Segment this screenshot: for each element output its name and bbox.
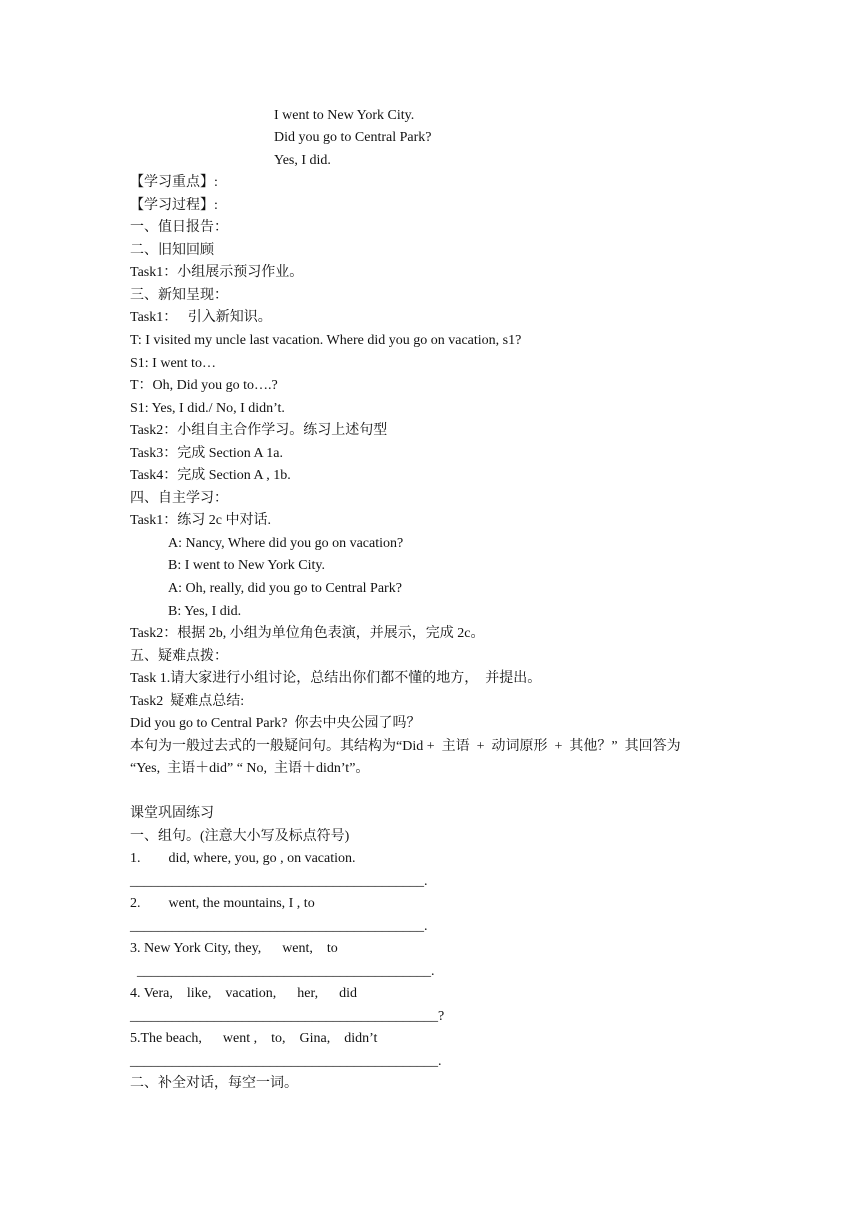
dialog-b-2: B: Yes, I did.	[168, 604, 242, 619]
student-line-2: S1: Yes, I did./ No, I didn’t.	[130, 401, 285, 416]
section-3: 三、新知呈现：	[130, 288, 228, 303]
exercise-1-blank: __________________________________________.	[130, 874, 428, 889]
exercise-5-words: 5.The beach, went , to, Gina, didn’t	[130, 1031, 378, 1046]
exercise-4-blank: ____________________________________________?	[130, 1009, 445, 1024]
section-3-task4: Task4：完成 Section A , 1b.	[130, 468, 291, 483]
exercise-2-blank: __________________________________________.	[130, 919, 428, 934]
intro-line-1: I went to New York City.	[274, 108, 415, 123]
exercise-4-words: 4. Vera, like, vacation, her, did	[130, 986, 358, 1001]
section-3-task3: Task3：完成 Section A 1a.	[130, 446, 284, 461]
teacher-line-2: T：Oh, Did you go to….?	[130, 378, 278, 393]
section-3-task1: Task1： 引入新知识。	[130, 310, 272, 325]
exercise-3-blank: __________________________________________.	[130, 964, 435, 979]
section-5: 五、疑难点拨：	[130, 649, 228, 664]
intro-line-3: Yes, I did.	[274, 153, 331, 168]
practice-title: 课堂巩固练习	[130, 806, 214, 821]
heading-process: 【学习过程】:	[130, 198, 218, 213]
student-line-1: S1: I went to…	[130, 356, 216, 371]
dialog-a-1: A: Nancy, Where did you go on vacation?	[168, 536, 404, 551]
explanation-line-1: 本句为一般过去式的一般疑问句。其结构为“Did + 主语 + 动词原形 + 其他？” 其回答为	[130, 739, 681, 754]
question-example: Did you go to Central Park? 你去中央公园了吗？	[130, 716, 421, 731]
section-5-task2: Task2 疑难点总结:	[130, 694, 245, 709]
dialog-a-2: A: Oh, really, did you go to Central Park?	[168, 581, 402, 596]
section-2: 二、旧知回顾	[130, 243, 214, 258]
exercise-1-words: 1. did, where, you, go , on vacation.	[130, 851, 356, 866]
section-3-task2: Task2：小组自主合作学习。练习上述句型	[130, 423, 388, 438]
section-4-task1: Task1：练习 2c 中对话.	[130, 513, 271, 528]
dialog-b-1: B: I went to New York City.	[168, 558, 325, 573]
exercise-5-blank: ____________________________________________.	[130, 1054, 442, 1069]
section-4: 四、自主学习：	[130, 491, 228, 506]
explanation-line-2: “Yes, 主语＋did” “ No, 主语＋didn’t”。	[130, 761, 370, 776]
section-2-task1: Task1：小组展示预习作业。	[130, 265, 304, 280]
practice-part-2: 二、补全对话，每空一词。	[130, 1076, 298, 1091]
section-5-task1: Task 1.请大家进行小组讨论，总结出你们都不懂的地方， 并提出。	[130, 671, 542, 686]
exercise-2-words: 2. went, the mountains, I , to	[130, 896, 315, 911]
section-4-task2: Task2：根据 2b, 小组为单位角色表演，并展示，完成 2c。	[130, 626, 485, 641]
intro-line-2: Did you go to Central Park?	[274, 130, 432, 145]
teacher-line-1: T: I visited my uncle last vacation. Where did you go on vacation, s1?	[130, 333, 522, 348]
practice-part-1: 一、组句。(注意大小写及标点符号)	[130, 829, 350, 844]
exercise-3-words: 3. New York City, they, went, to	[130, 941, 338, 956]
section-1: 一、值日报告：	[130, 220, 228, 235]
heading-focus: 【学习重点】:	[130, 175, 218, 190]
